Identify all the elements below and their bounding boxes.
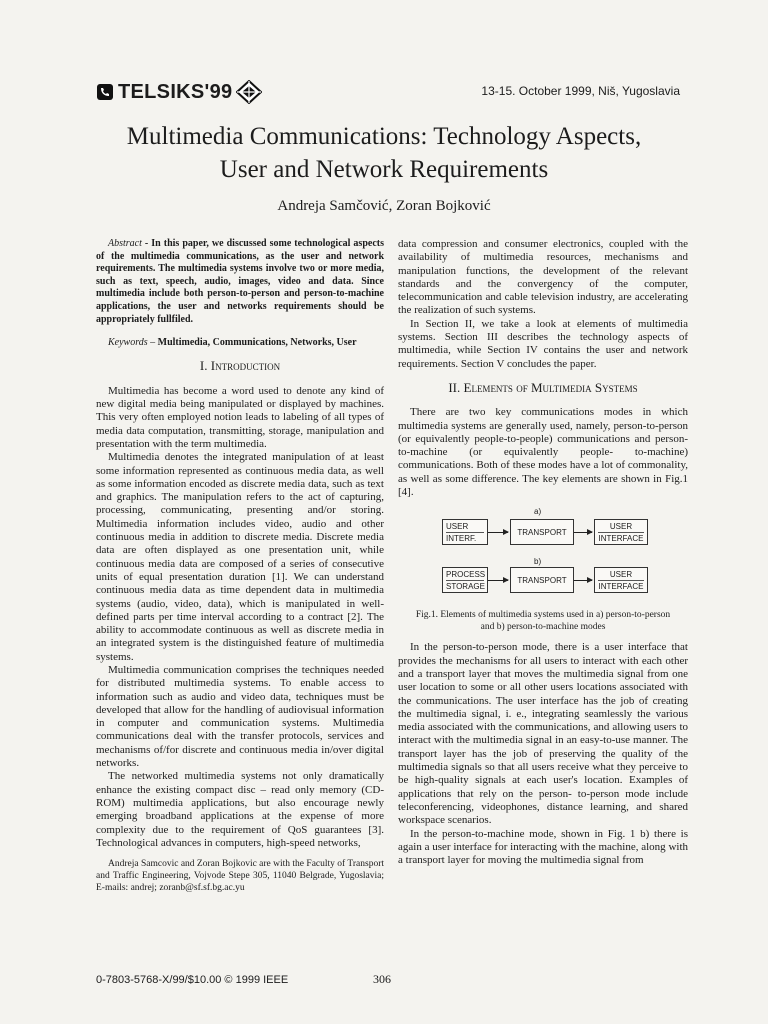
arrow-a-2 [574, 532, 592, 533]
box-transport-b: TRANSPORT [510, 567, 574, 593]
intro-paragraph-3: Multimedia communication comprises the techniques needed for distributed multimedia systems. To enable access to information such as audio and video data, techniques must be developed that allow for the handling of audiovisual information in computer and communication systems. Multimedia communications deal with the transfer protocols, services and mechanisms of/for discrete and continuous media in/over digital networks. [96, 663, 384, 770]
box-user-interface-a-left: USER INTERF. [442, 519, 488, 545]
diamond-emblem-icon [236, 80, 262, 104]
paper-authors: Andreja Samčović, Zoran Bojković [277, 198, 491, 214]
intro-paragraph-1: Multimedia has become a word used to denote any kind of new digital media being manipulated or displayed by machines. This very often employed notion leads to labeling of all types of media data computation, transmitting, storage, manipulation and presentation with the term multimedia. [96, 384, 384, 450]
figure-label-a: a) [534, 507, 542, 517]
keywords-lead: Keywords [108, 337, 148, 349]
arrow-b-2 [574, 580, 592, 581]
page-number: 306 [373, 972, 391, 986]
abstract-dash: - [141, 238, 152, 249]
ieee-copyright-code: 0-7803-5768-X/99/$10.00 © 1999 IEEE [96, 974, 289, 986]
box-user-interface-b: USER INTERFACE [594, 567, 648, 593]
intro-continued-paragraph: data compression and consumer electronics, coupled with the availability of multimedia resources, mechanisms and manipulation functions, the development of the relevant standards and the convergency of the computer, telecommunication and cable television industry, are accelerating the realization of such systems. [398, 238, 688, 317]
figure-1-caption: Fig.1. Elements of multimedia systems used in a) person-to-person and b) person-to-machine modes [415, 610, 671, 633]
box-user-interface-a-right: USER INTERFACE [594, 519, 648, 545]
section-heading-elements: II. Elements of Multimedia Systems [448, 379, 638, 395]
conference-date-location: 13-15. October 1999, Niš, Yugoslavia [481, 84, 680, 98]
elements-paragraph-3: In the person-to-machine mode, shown in Fig. 1 b) there is again a user interface for interacting with the machine, along with a transport layer for moving the multimedia signal from [398, 827, 688, 867]
page-header [96, 80, 680, 104]
conference-logo [96, 80, 262, 104]
intro-paragraph-4: The networked multimedia systems not only dramatically enhance the existing compact disc – read only memory (CD-ROM) multimedia applications, but also encourage newly emerging broadband applications at the expense of more complexity due to the requirement of QoS guarantees [3]. Technological advances in computers, high-speed networks, [96, 770, 384, 849]
left-column [96, 238, 384, 894]
right-column [398, 238, 688, 867]
arrow-b-1 [488, 580, 508, 581]
figure-1-diagram [398, 505, 688, 607]
abstract [96, 238, 384, 326]
abstract-text: In this paper, we discussed some technological aspects of the multimedia communications, as the user and network requirements. The multimedia systems involve two or more media, such as text, speech, audio, images, video and data. Since multimedia include both person-to-person and person-to-machine applications, the user and networks requirements should be appropriately fullfiled. [96, 238, 384, 325]
intro-paragraph-2: Multimedia denotes the integrated manipulation of at least some information represented as continuous media data, as well as some information encoded as discrete media data, such as text and graphics. The manipulation refers to the act of capturing, processing, communicating, presenting and/or storing. Multimedia information includes video, audio and other continuous media in addition to discrete media. Discrete media data are often displayed as one presentation unit, while continuous media data are composed of a series of consecutive units of equal presentation duration [1]. We can understand continuous media data as time dependent data in multimedia systems (audio, video, data), which is manipulated in well-defined parts per time interval according to a contract [2]. The ability to accommodate continuous as well as discrete media in an integrated system is the distinguished feature of multimedia systems. [96, 451, 384, 663]
elements-paragraph-2: In the person-to-person mode, there is a user interface that provides the mechanisms for all users to interact with each other and a transport layer that moves the multimedia signal from one user location to some or all other users locations associated with the communications. The user interface has the job of creating the multimedia signal, i. e., integrating seamlessly the various media associated with the communications, and allowing users to interact with the multimedia signal in an easy-to-use manner. The transport layer has the job of preserving the quality of the multimedia signals so that all users receive what they perceive to be high-quality signals at each user's location. Examples of applications that rely on the person- to-person mode include teleconferencing, videophones, distance learning, and shared workspace scenarios. [398, 641, 688, 827]
telephone-icon [96, 83, 114, 101]
keywords-text: Multimedia, Communications, Networks, User [157, 337, 357, 349]
paper-title [60, 120, 708, 186]
logo-text: TELSIKS'99 [118, 80, 233, 103]
box-transport-a: TRANSPORT [510, 519, 574, 545]
section-heading-introduction: I. Introduction [199, 358, 281, 374]
title-line-2: User and Network Requirements [219, 156, 549, 183]
arrow-a-1 [488, 532, 508, 533]
figure-label-b: b) [534, 557, 542, 567]
abstract-lead: Abstract [108, 238, 142, 249]
keywords-dash: – [147, 337, 158, 349]
elements-paragraph-1: There are two key communications modes in which multimedia systems are generally used, namely, person-to-person (or equivalently people-to-people) communications and person-to-machine (or equivalently people- to-machine) communications. Both of these modes have a lot of commonality, as well as some difference. The key elements are shown in Fig.1 [4]. [398, 406, 688, 499]
section-overview-paragraph: In Section II, we take a look at elements of multimedia systems. Section III describes the technology aspects of multimedia, while Section IV contains the user and network requirements. Section V concludes the paper. [398, 317, 688, 370]
keywords [96, 336, 384, 349]
box-process-storage-b: PROCESS STORAGE [442, 567, 488, 593]
title-line-1: Multimedia Communications: Technology Aspects, [126, 123, 642, 150]
author-affiliation-footnote: Andreja Samcovic and Zoran Bojkovic are with the Faculty of Transport and Traffic Engineering, Vojvode Stepe 305, 11040 Belgrade, Yugoslavia; E-mails: andrej; zoranb@sf.sf.bg.ac.yu [96, 859, 384, 894]
